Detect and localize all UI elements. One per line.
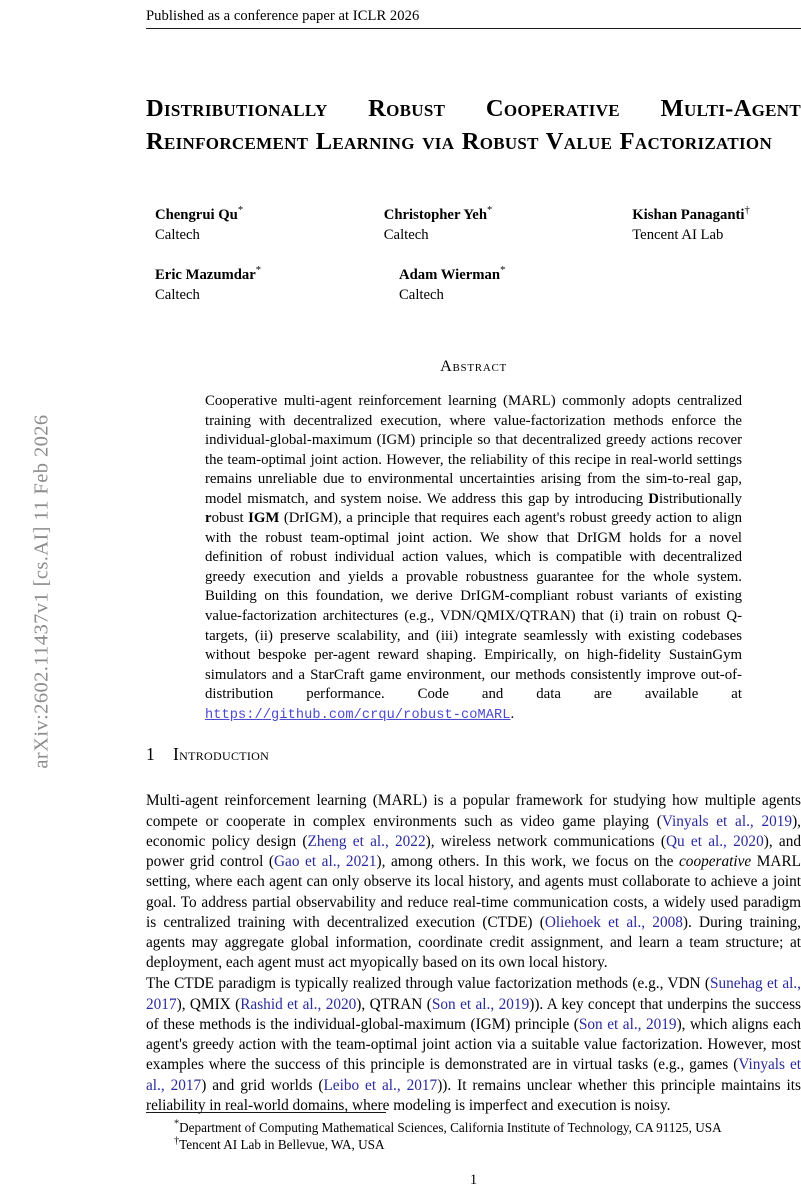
page-number: 1 xyxy=(469,1172,478,1188)
running-head-text: Published as a conference paper at ICLR 2026 xyxy=(146,8,420,24)
author-list xyxy=(155,206,801,326)
citation-oliehoek-2008[interactable]: Oliehoek et al., 2008 xyxy=(544,913,683,931)
intro-paragraph-2 xyxy=(146,974,801,1116)
abstract-text-mid2: obust xyxy=(211,510,249,527)
citation-rashid-2020[interactable]: Rashid et al., 2020 xyxy=(240,995,357,1013)
citation-gao-2021[interactable]: Gao et al., 2021 xyxy=(274,853,377,871)
section-title: Introduction xyxy=(173,744,270,764)
author-block-chengrui-qu xyxy=(155,206,384,245)
author-name xyxy=(384,206,632,226)
par1-s3: ), wireless network communications ( xyxy=(425,832,666,850)
repository-url-link[interactable]: https://github.com/crqu/robust-coMARL xyxy=(205,707,511,723)
footnote-separator-rule xyxy=(146,1112,386,1113)
citation-son-2019-igm[interactable]: Son et al., 2019 xyxy=(578,1015,677,1033)
section-heading-introduction xyxy=(146,744,801,765)
footnote-mark: † xyxy=(174,1136,180,1148)
par1-s1: Multi-agent reinforcement learning (MARL) is a popular framework for studying how multiple agents compete or cooperate in complex environments such as video game playing ( xyxy=(146,792,801,830)
abstract-text-part1: Cooperative multi-agent reinforcement learning (MARL) commonly adopts centralized training with decentralized execution, where value-factorization methods enforce the individual-global-maximum (IGM) principle so that decentralized greedy actions recover the team-optimal joint action. However, the reliability of this recipe in real-world settings remains unreliable due to environmental uncertainties arising from the sim-to-real gap, model mismatch, and system noise. We address this gap by introducing xyxy=(205,393,742,507)
author-affiliation: Caltech xyxy=(155,226,200,243)
author-name xyxy=(399,266,664,286)
par2-s1: The CTDE paradigm is typically realized through value factorization methods (e.g., VDN ( xyxy=(146,975,710,993)
citation-vinyals-2017[interactable]: Vinyals et al., 2017 xyxy=(146,1056,801,1094)
abstract-text-mid1: istributionally xyxy=(658,490,742,507)
citation-vinyals-2019[interactable]: Vinyals et al., 2019 xyxy=(661,812,793,830)
arxiv-stamp: arXiv:2602.11437v1 [cs.AI] 11 Feb 2026 xyxy=(30,414,53,769)
author-footnote-mark: * xyxy=(237,205,244,217)
author-block-eric-mazumdar xyxy=(155,266,399,305)
par1-s6: MARL setting, where each agent can only observe its local history, and agents must collaborate to achieve a joint goal. To address partial observability and reduce real-time communication costs, a widely used paradigm is centralized training with decentralized execution (CTDE) ( xyxy=(146,853,801,931)
footnote-text: Department of Computing Mathematical Sciences, California Institute of Technology, CA 91125, USA xyxy=(179,1120,722,1135)
author-footnote-mark: * xyxy=(255,265,262,277)
abstract-bold-d: D xyxy=(648,490,659,507)
par1-s7: ). During training, agents may aggregate global information, coordinate credit assignment, and learn a team structure; at deployment, each agent must act myopically based on its own local history. xyxy=(146,913,801,972)
par1-s4: ), and power grid control ( xyxy=(146,832,801,871)
author-name-text: Eric Mazumdar xyxy=(155,267,256,283)
author-name-text: Christopher Yeh xyxy=(383,207,487,223)
author-affiliation: Caltech xyxy=(399,286,444,303)
author-affiliation: Tencent AI Lab xyxy=(632,226,724,243)
author-row xyxy=(155,266,801,305)
citation-qu-2020[interactable]: Qu et al., 2020 xyxy=(665,832,764,850)
section-number: 1 xyxy=(146,744,156,764)
par1-s5: ), among others. In this work, we focus on the xyxy=(376,853,680,871)
footnote-item xyxy=(146,1136,801,1153)
intro-paragraph-1 xyxy=(146,791,801,973)
abstract-text-part2: (DrIGM), a principle that requires each agent's robust greedy action to align with the robust team-optimal joint action. We show that DrIGM holds for a novel definition of robust individual action values, which is compatible with decentralized greedy execution and yields a provable robustness guarantee for the whole system. Building on this foundation, we derive DrIGM-compliant robust variants of existing value-factorization architectures (e.g., VDN/QMIX/QTRAN) that (i) train on robust Q-targets, (ii) preserve scalability, and (iii) integrate seamlessly with existing codebases without bespoke per-agent reward shaping. Empirically, on high-fidelity SustainGym simulators and a StarCraft game environment, our methods consistently improve out-of-distribution performance. Code and data are available at xyxy=(205,510,743,703)
abstract-bold-igm: IGM xyxy=(248,510,280,527)
par1-s2: ), economic policy design ( xyxy=(146,812,801,850)
author-affiliation: Caltech xyxy=(383,226,429,243)
footnote-mark: * xyxy=(174,1118,180,1130)
abstract-text-part3: . xyxy=(510,705,515,722)
running-head xyxy=(146,8,801,29)
citation-son-2019[interactable]: Son et al., 2019 xyxy=(431,995,530,1013)
citation-leibo-2017[interactable]: Leibo et al., 2017 xyxy=(323,1076,438,1094)
running-head-rule xyxy=(146,28,801,29)
par2-s4: )). A key concept that underpins the success of these methods is the individual-global-maximum (IGM) principle ( xyxy=(146,995,801,1033)
abstract-heading: Abstract xyxy=(440,356,507,375)
author-name xyxy=(155,266,399,286)
author-affiliation: Caltech xyxy=(155,286,200,303)
par2-s2: ), QMIX ( xyxy=(176,995,241,1013)
author-name-text: Adam Wierman xyxy=(399,267,501,283)
citation-sunehag-2017[interactable]: Sunehag et al., 2017 xyxy=(146,975,801,1013)
author-block-adam-wierman xyxy=(399,266,664,305)
author-name-text: Chengrui Qu xyxy=(155,207,238,223)
par1-emphasis-cooperative: cooperative xyxy=(679,853,752,871)
abstract-bold-r: r xyxy=(205,510,212,527)
par2-s7: )). It remains unclear whether this principle maintains its reliability in real-world domains, where modeling is imperfect and execution is noisy. xyxy=(146,1076,801,1114)
author-footnote-mark: * xyxy=(500,265,506,277)
author-name xyxy=(632,206,801,226)
author-block-christopher-yeh xyxy=(384,206,632,245)
page-title: Distributionally Robust Cooperative Multi-Agent Reinforcement Learning via Robust Value Factorization xyxy=(146,95,801,155)
footnote-item xyxy=(146,1119,801,1136)
footnote-text: Tencent AI Lab in Bellevue, WA, USA xyxy=(179,1137,385,1153)
par2-s6: ) and grid worlds ( xyxy=(201,1076,324,1094)
author-block-kishan-panaganti xyxy=(632,206,801,245)
page-content xyxy=(146,0,801,1200)
footnote-list xyxy=(146,1119,801,1154)
author-name xyxy=(155,206,384,226)
citation-zheng-2022[interactable]: Zheng et al., 2022 xyxy=(307,832,426,850)
author-footnote-mark: † xyxy=(744,205,750,217)
author-footnote-mark: * xyxy=(487,205,493,217)
par2-s3: ), QTRAN ( xyxy=(356,995,432,1013)
abstract-body xyxy=(205,392,742,725)
author-row xyxy=(155,206,801,245)
par2-s5: ), which aligns each agent's greedy action with the team-optimal joint action via a suitable value factorization. However, most examples where the success of this principle is demonstrated are in virtual tasks (e.g., games ( xyxy=(146,1015,801,1074)
author-name-text: Kishan Panaganti xyxy=(632,207,745,223)
